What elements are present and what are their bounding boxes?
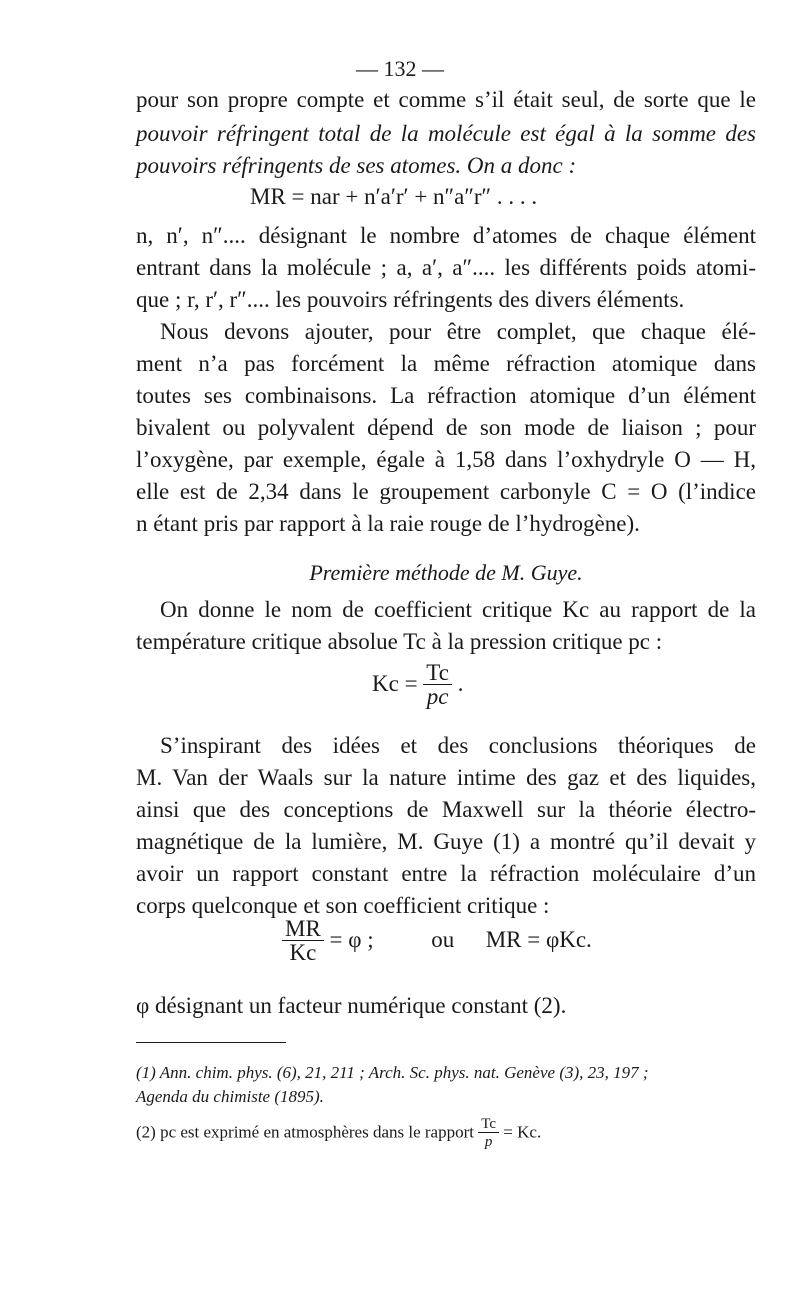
equation-mr-sum: MR = nar + n′a′r′ + n″a″r″ . . . . bbox=[250, 184, 538, 209]
fraction-denominator: Kc bbox=[289, 940, 317, 965]
equation-kc bbox=[372, 662, 463, 709]
paragraph-line: ment n’a pas forcément la même réfraction atomique dans bbox=[136, 351, 756, 376]
paragraph-line: elle est de 2,34 dans le groupement carbonyle C = O (l’indice bbox=[136, 479, 756, 504]
paragraph-line: avoir un rapport constant entre la réfraction moléculaire d’un bbox=[136, 861, 756, 886]
paragraph-line: Nous devons ajouter, pour être complet, que chaque élé- bbox=[160, 319, 756, 344]
equation-mr-phi bbox=[282, 918, 592, 965]
fraction-numerator: MR bbox=[282, 918, 324, 941]
paragraph-line: bivalent ou polyvalent dépend de son mode de liaison ; pour bbox=[136, 415, 756, 440]
paragraph-line: que ; r, r′, r″.... les pouvoirs réfringents des divers éléments. bbox=[136, 287, 685, 312]
equation-or: ou bbox=[431, 926, 455, 952]
equation-rhs: = φ ; bbox=[329, 926, 374, 952]
paragraph-line: S’inspirant des idées et des conclusions théoriques de bbox=[160, 733, 756, 758]
paragraph-line: l’oxygène, par exemple, égale à 1,58 dans l’oxhydryle O — H, bbox=[136, 447, 756, 472]
paragraph-line: M. Van der Waals sur la nature intime des gaz et des liquides, bbox=[136, 765, 756, 790]
footnote-2-text: (2) pc est exprimé en atmosphères dans le rapport bbox=[136, 1122, 474, 1142]
footnote-1-line: Agenda du chimiste (1895). bbox=[136, 1087, 324, 1106]
fraction-denominator: p bbox=[484, 1134, 493, 1150]
paragraph-line: température critique absolue Tc à la pression critique pc : bbox=[136, 629, 663, 654]
paragraph-line: n, n′, n″.... désignant le nombre d’atomes de chaque élément bbox=[136, 223, 756, 248]
footnote-rule bbox=[136, 1042, 286, 1043]
paragraph-line: φ désignant un facteur numérique constant (2). bbox=[136, 993, 567, 1018]
fraction-numerator: Tc bbox=[478, 1116, 499, 1133]
footnote-1-line: (1) Ann. chim. phys. (6), 21, 211 ; Arch. Sc. phys. nat. Genève (3), 23, 197 ; bbox=[136, 1063, 649, 1082]
paragraph-line: ainsi que des conceptions de Maxwell sur la théorie électro- bbox=[136, 797, 756, 822]
page-number: — 132 — bbox=[356, 56, 444, 81]
paragraph-line: pouvoirs réfringents de ses atomes. On a donc : bbox=[136, 153, 577, 178]
equation-tail: . bbox=[457, 670, 464, 696]
footnote-2 bbox=[136, 1116, 541, 1151]
fraction bbox=[478, 1116, 499, 1151]
fraction-numerator: Tc bbox=[423, 662, 452, 685]
paragraph-line: On donne le nom de coefficient critique Kc au rapport de la bbox=[160, 597, 756, 622]
paragraph-line: entrant dans la molécule ; a, a′, a″.... les différents poids atomi- bbox=[136, 255, 756, 280]
paragraph-line: pour son propre compte et comme s’il était seul, de sorte que le bbox=[136, 87, 756, 112]
fraction bbox=[282, 918, 324, 965]
footnote-2-tail: = Kc. bbox=[503, 1122, 542, 1142]
paragraph-line: pouvoir réfringent total de la molécule est égal à la somme des bbox=[136, 121, 756, 146]
paragraph-line: magnétique de la lumière, M. Guye (1) a montré qu’il devait y bbox=[136, 829, 756, 854]
paragraph-line: toutes ses combinaisons. La réfraction atomique d’un élément bbox=[136, 383, 756, 408]
paragraph-line: n étant pris par rapport à la raie rouge de l’hydrogène). bbox=[136, 511, 640, 536]
paragraph-line: corps quelconque et son coefficient critique : bbox=[136, 893, 550, 918]
fraction bbox=[423, 662, 452, 709]
equation-alt: MR = φKc. bbox=[485, 926, 592, 952]
section-heading: Première méthode de M. Guye. bbox=[309, 560, 583, 585]
fraction-denominator: pc bbox=[426, 684, 449, 709]
equation-lhs: Kc = bbox=[372, 670, 418, 696]
